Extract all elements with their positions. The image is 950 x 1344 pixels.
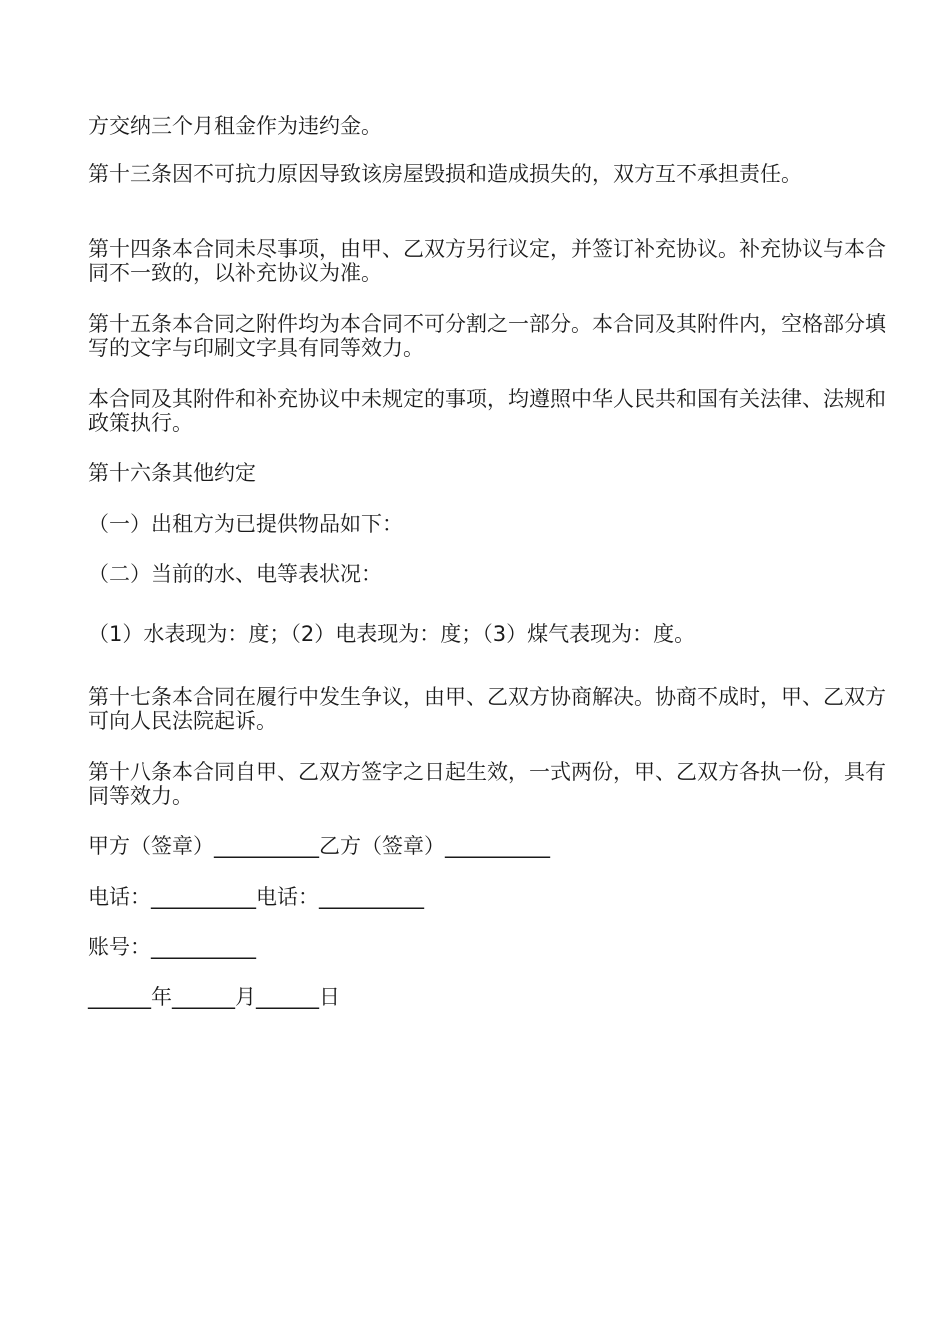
signature-party-line: 甲方（签章）__________乙方（签章）__________	[88, 834, 550, 858]
paragraph-article-14: 第十四条本合同未尽事项，由甲、乙双方另行议定，并签订补充协议。补充协议与本合同不一致的，以补充协议为准。	[88, 237, 886, 285]
paragraph-article-16-heading: 第十六条其他约定	[88, 461, 256, 485]
signature-date-line: ______年______月______日	[88, 985, 340, 1009]
paragraph-penalty-continuation: 方交纳三个月租金作为违约金。	[88, 114, 382, 138]
paragraph-article-15: 第十五条本合同之附件均为本合同不可分割之一部分。本合同及其附件内，空格部分填写的文字与印刷文字具有同等效力。	[88, 312, 886, 360]
paragraph-meter-status: （二）当前的水、电等表状况：	[88, 562, 382, 586]
paragraph-meter-readings: （1）水表现为：度；（2）电表现为：度；（3）煤气表现为：度。	[88, 622, 696, 646]
paragraph-article-13: 第十三条因不可抗力原因导致该房屋毁损和造成损失的，双方互不承担责任。	[88, 162, 802, 186]
signature-phone-line: 电话：__________电话：__________	[88, 885, 424, 909]
signature-account-line: 账号：__________	[88, 935, 256, 959]
paragraph-applicable-law: 本合同及其附件和补充协议中未规定的事项，均遵照中华人民共和国有关法律、法规和政策执行。	[88, 387, 886, 435]
paragraph-article-17: 第十七条本合同在履行中发生争议，由甲、乙双方协商解决。协商不成时，甲、乙双方可向人民法院起诉。	[88, 685, 886, 733]
paragraph-provided-items: （一）出租方为已提供物品如下：	[88, 512, 403, 536]
paragraph-article-18: 第十八条本合同自甲、乙双方签字之日起生效，一式两份，甲、乙双方各执一份，具有同等效力。	[88, 760, 886, 808]
